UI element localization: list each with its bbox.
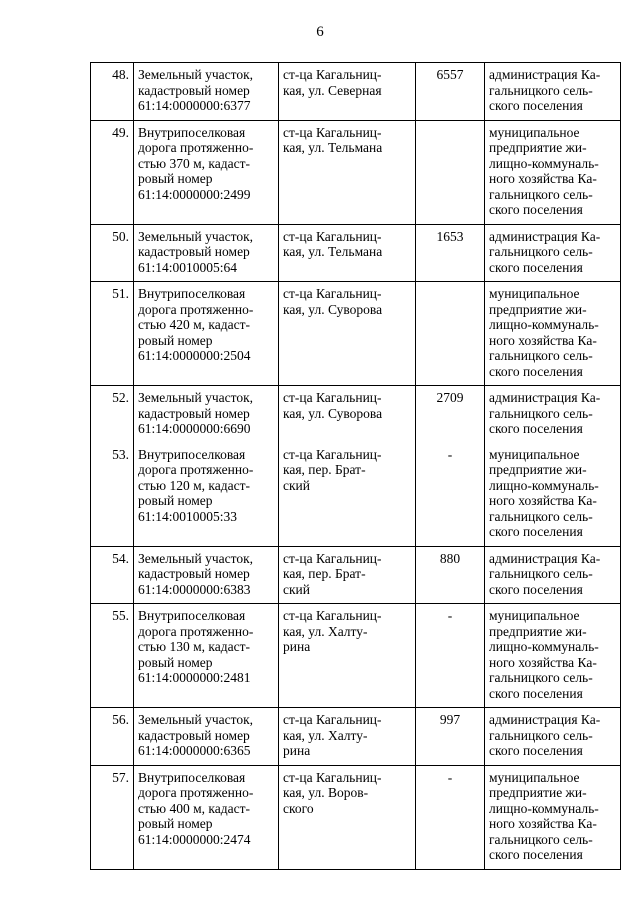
object-owner-line: администрация Ка- [489,550,601,566]
object-address-line: ст-ца Кагальниц- [283,712,382,727]
object-owner-line: ского поселения [489,847,583,862]
object-owner-line: предприятие жи- [489,785,587,800]
row-number [91,546,134,604]
object-address-line: ский [283,477,310,493]
object-address-line: ст-ца Кагальниц- [283,769,382,785]
object-area-line: 997 [439,712,461,727]
row-number-line: 52. [112,390,129,405]
object-name-line: кадастровый номер [138,727,250,743]
object-name-line: ровый номер [138,332,213,348]
object-area-line: 880 [439,550,461,566]
object-name-line: ровый номер [138,654,213,670]
object-name-line: кадастровый номер [138,566,250,581]
object-name-line: 61:14:0000000:2474 [138,831,251,847]
object-name [134,708,279,766]
page-number: 6 [316,24,324,40]
object-address-line: кая, ул. Тельмана [283,140,383,155]
object-name-line: дорога протяженно- [138,462,254,477]
object-address [279,765,416,869]
table-row [91,604,621,708]
object-owner-line: гальницкого сель- [489,727,593,743]
object-address-line: кая, ул. Тельмана [283,244,383,259]
table-row [91,708,621,766]
table-row [91,63,621,121]
object-owner-line: ского поселения [489,524,583,539]
row-number [91,708,134,766]
object-owner-line: гальницкого сель- [489,566,593,581]
object-name-line: кадастровый номер [138,405,250,421]
row-number-line: 56. [112,712,129,727]
object-address-line: кая, пер. Брат- [283,462,366,477]
object-owner-line: муниципальное [489,608,580,623]
object-name-line: 61:14:0000000:6690 [138,421,251,436]
object-area-line: 6557 [436,67,464,82]
object-name [134,546,279,604]
object-address [279,282,416,386]
object-owner [485,708,621,766]
object-address [279,443,416,547]
object-address-line: кая, ул. Северная [283,82,382,98]
row-number-line: 57. [112,769,129,785]
object-address-line: ского [283,800,314,816]
object-owner-line: ного хозяйства Ка- [489,816,597,831]
object-address-line: ст-ца Кагальниц- [283,286,382,301]
object-owner-line: муниципальное [489,286,580,301]
row-number-line: 55. [112,608,129,623]
object-name [134,282,279,386]
object-owner-line: гальницкого сель- [489,831,593,847]
object-owner-line: ского поселения [489,259,583,275]
object-area [416,443,485,547]
object-owner-line: ского поселения [489,685,583,701]
object-owner-line: лищно-коммуналь- [489,639,599,654]
object-area [416,386,485,443]
object-owner [485,120,621,224]
object-owner-line: лищно-коммуналь- [489,477,599,493]
object-name-line: 61:14:0000000:6377 [138,98,251,113]
object-name [134,63,279,121]
object-owner-line: ского поселения [489,98,583,113]
property-table-body [91,63,621,870]
object-owner-line: ского поселения [489,581,583,597]
object-owner-line: муниципальное [489,446,580,462]
object-owner-line: администрация Ка- [489,67,601,82]
row-number [91,765,134,869]
row-number-line: 53. [112,446,129,462]
object-address-line: кая, ул. Халту- [283,727,368,743]
object-name-line: стью 420 м, кадаст- [138,317,251,332]
object-owner-line: предприятие жи- [489,140,587,155]
object-address-line: ст-ца Кагальниц- [283,608,382,623]
object-area-line: 2709 [436,390,464,405]
object-name-line: дорога протяженно- [138,785,254,800]
object-address-line: кая, ул. Суворова [283,301,383,317]
object-name-line: 61:14:0010005:64 [138,259,238,275]
row-number-line: 50. [112,228,129,244]
object-owner-line: администрация Ка- [489,712,601,727]
object-owner-line: лищно-коммуналь- [489,800,599,816]
object-area-line: - [447,446,453,462]
object-owner [485,282,621,386]
object-owner [485,765,621,869]
object-name-line: Внутрипоселковая [138,446,246,462]
object-owner-line: администрация Ка- [489,390,601,405]
object-owner-line: ного хозяйства Ка- [489,332,597,348]
object-owner-line: ского поселения [489,202,583,217]
row-number [91,63,134,121]
object-name-line: Внутрипоселковая [138,769,246,785]
object-name-line: 61:14:0000000:6365 [138,743,251,758]
object-name-line: 61:14:0010005:33 [138,508,238,524]
table-row [91,443,621,547]
object-name-line: дорога протяженно- [138,623,254,639]
object-owner-line: ского поселения [489,743,583,758]
object-name-line: 61:14:0000000:2499 [138,186,251,202]
object-address [279,386,416,443]
object-name-line: дорога протяженно- [138,140,254,155]
object-name [134,604,279,708]
object-name-line: 61:14:0000000:6383 [138,581,251,597]
object-owner [485,224,621,282]
object-owner-line: лищно-коммуналь- [489,155,599,171]
row-number-line: 51. [112,286,129,301]
object-address-line: ский [283,581,310,597]
object-name-line: ровый номер [138,171,213,186]
object-name [134,765,279,869]
object-owner-line: гальницкого сель- [489,405,593,421]
object-area [416,546,485,604]
object-address-line: ст-ца Кагальниц- [283,390,382,405]
row-number [91,604,134,708]
object-name-line: Земельный участок, [138,550,254,566]
object-name-line: 61:14:0000000:2504 [138,348,251,363]
object-address-line: рина [283,639,311,654]
object-area [416,765,485,869]
object-owner [485,604,621,708]
object-area [416,708,485,766]
object-name-line: Земельный участок, [138,67,254,82]
object-area-line: - [447,769,453,785]
object-name-line: стью 370 м, кадаст- [138,155,251,171]
row-number [91,386,134,443]
object-name [134,443,279,547]
object-owner-line: предприятие жи- [489,623,587,639]
object-address [279,120,416,224]
object-name-line: Внутрипоселковая [138,286,246,301]
object-address [279,63,416,121]
object-owner-line: гальницкого сель- [489,508,593,524]
object-owner-line: гальницкого сель- [489,186,593,202]
table-row [91,120,621,224]
object-owner-line: ного хозяйства Ка- [489,654,597,670]
object-owner-line: предприятие жи- [489,462,587,477]
object-name-line: Земельный участок, [138,228,254,244]
table-row [91,386,621,443]
object-name [134,120,279,224]
row-number-line: 54. [112,550,129,566]
object-area [416,120,485,224]
object-name-line: Внутрипоселковая [138,608,246,623]
object-address [279,708,416,766]
row-number-line: 49. [112,124,129,140]
object-name-line: 61:14:0000000:2481 [138,670,251,685]
object-owner-line: лищно-коммуналь- [489,317,599,332]
object-address [279,224,416,282]
object-name [134,224,279,282]
object-address-line: кая, ул. Суворова [283,405,383,421]
row-number [91,282,134,386]
row-number [91,443,134,547]
object-area-line: - [447,608,453,623]
object-name-line: дорога протяженно- [138,301,254,317]
object-owner-line: ного хозяйства Ка- [489,493,597,508]
row-number-line: 48. [112,67,129,82]
object-owner-line: ского поселения [489,363,583,379]
object-name-line: стью 120 м, кадаст- [138,477,251,493]
row-number [91,120,134,224]
object-name [134,386,279,443]
object-area [416,604,485,708]
object-owner [485,443,621,547]
object-name-line: стью 400 м, кадаст- [138,800,251,816]
table-row [91,546,621,604]
table-row [91,224,621,282]
object-owner-line: администрация Ка- [489,228,601,244]
object-area [416,282,485,386]
table-row [91,765,621,869]
object-name-line: Земельный участок, [138,390,254,405]
object-address-line: ст-ца Кагальниц- [283,67,382,82]
object-address-line: ст-ца Кагальниц- [283,446,382,462]
object-owner-line: ского поселения [489,421,583,436]
object-address-line: рина [283,743,311,758]
table-row [91,282,621,386]
object-name-line: Земельный участок, [138,712,254,727]
object-area [416,224,485,282]
object-address-line: кая, пер. Брат- [283,566,366,581]
object-name-line: Внутрипоселковая [138,124,246,140]
object-owner [485,386,621,443]
object-address-line: ст-ца Кагальниц- [283,228,382,244]
object-owner [485,63,621,121]
object-owner-line: гальницкого сель- [489,348,593,363]
object-owner-line: гальницкого сель- [489,670,593,685]
object-owner [485,546,621,604]
object-name-line: ровый номер [138,816,213,831]
object-owner-line: муниципальное [489,769,580,785]
object-owner-line: гальницкого сель- [489,82,593,98]
object-owner-line: муниципальное [489,124,580,140]
object-address-line: ст-ца Кагальниц- [283,550,382,566]
object-address [279,604,416,708]
object-name-line: кадастровый номер [138,244,250,259]
object-address-line: ст-ца Кагальниц- [283,124,382,140]
object-address [279,546,416,604]
object-name-line: стью 130 м, кадаст- [138,639,251,654]
object-name-line: ровый номер [138,493,213,508]
row-number [91,224,134,282]
object-area-line: 1653 [436,228,464,244]
object-name-line: кадастровый номер [138,82,250,98]
object-owner-line: предприятие жи- [489,301,587,317]
object-owner-line: ного хозяйства Ка- [489,171,597,186]
object-address-line: кая, ул. Воров- [283,785,369,800]
object-address-line: кая, ул. Халту- [283,623,368,639]
property-table [90,62,621,870]
object-area [416,63,485,121]
object-owner-line: гальницкого сель- [489,244,593,259]
